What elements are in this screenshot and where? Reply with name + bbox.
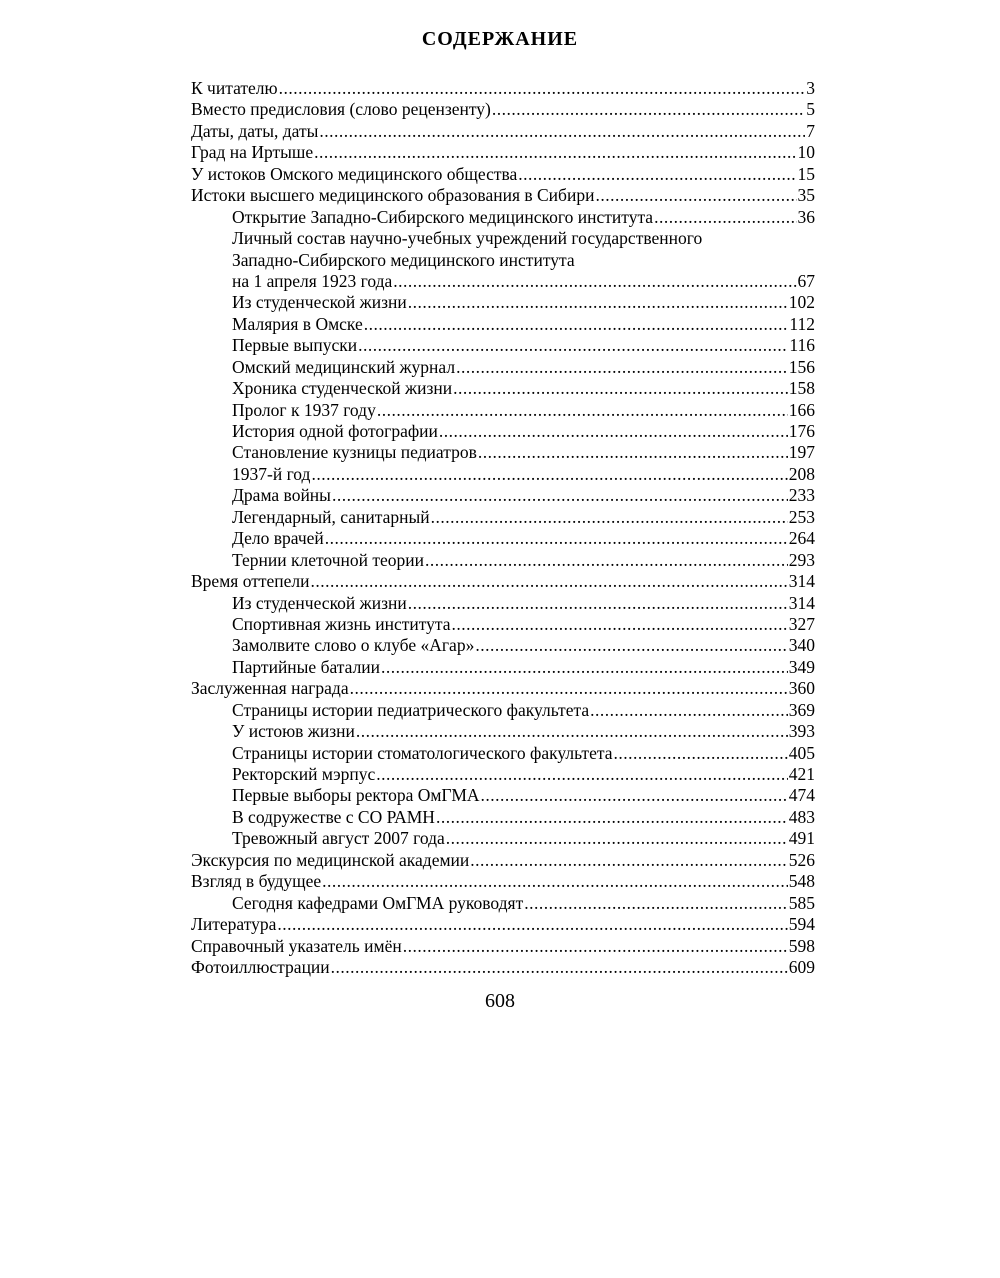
toc-entry-title: Из студенческой жизни [232, 292, 407, 313]
toc-entry-page: 7 [806, 120, 815, 141]
dot-leader [439, 421, 788, 442]
dot-leader [456, 357, 788, 378]
toc-entry-page: 360 [788, 678, 815, 699]
dot-leader [314, 142, 796, 163]
toc-entry-title: Истоки высшего медицинского образования в Сибири [191, 185, 595, 206]
toc-entry-page: 197 [788, 442, 815, 463]
toc-entry [191, 871, 815, 892]
toc-entry [191, 936, 815, 957]
toc-entry [191, 400, 815, 421]
toc-entry-title: Время оттепели [191, 571, 310, 592]
toc-entry [191, 614, 815, 635]
toc-entry [191, 635, 815, 656]
toc-entry [191, 464, 815, 485]
dot-leader [393, 271, 796, 292]
dot-leader [408, 593, 788, 614]
toc-entry [191, 893, 815, 914]
toc-entry-page: 340 [788, 635, 815, 656]
toc-entry [191, 228, 815, 249]
dot-leader [279, 78, 806, 99]
toc-entry-page: 421 [788, 764, 815, 784]
toc-entry-page: 102 [788, 292, 815, 313]
toc-entry [191, 185, 815, 206]
toc-entry-title: Открытие Западно-Сибирского медицинского института [232, 206, 654, 227]
toc-entry-title: К читателю [191, 78, 278, 98]
toc-entry-page: 369 [788, 699, 815, 720]
toc-entry-title: Малярия в Омске [232, 313, 363, 334]
toc-entry [191, 142, 815, 163]
toc-entry-title: Драма войны [232, 485, 331, 506]
dot-leader [431, 507, 788, 528]
dot-leader [518, 164, 796, 185]
toc-entry [191, 743, 815, 764]
toc-entry-title: Тревожный август 2007 года [232, 828, 445, 849]
toc-entry [191, 378, 815, 399]
dot-leader [492, 99, 805, 120]
toc-entry-title: на 1 апреля 1923 года [232, 270, 393, 291]
toc-entry [191, 721, 815, 742]
toc-entry [191, 271, 815, 292]
toc-entry [191, 700, 815, 721]
toc-entry [191, 914, 815, 935]
toc-entry-title: Заслуженная награда [191, 678, 349, 699]
toc-entry-title: Омский медицинский журнал [232, 356, 456, 377]
toc-entry [191, 485, 815, 506]
toc-entry-title: Тернии клеточной теории [232, 549, 425, 570]
toc-entry-title: Фотоиллюстрации [191, 956, 330, 977]
toc-entry [191, 314, 815, 335]
toc-entry-title: В содружестве с СО РАМН [232, 806, 435, 827]
page-title: СОДЕРЖАНИЕ [421, 28, 579, 50]
toc-entry-page: 548 [788, 871, 815, 892]
toc-entry-title: 1937-й год [232, 463, 311, 484]
toc-entry [191, 785, 815, 806]
toc-entry-page: 314 [788, 592, 815, 613]
toc-entry [191, 657, 815, 678]
dot-leader [613, 743, 787, 764]
toc-entry-page: 327 [788, 613, 815, 634]
toc-entry-page: 176 [788, 421, 815, 441]
toc-entry-page: 67 [797, 270, 815, 291]
toc-entry-page: 166 [788, 399, 815, 420]
toc-entry-page: 35 [797, 185, 815, 206]
toc-entry-page: 314 [788, 571, 815, 592]
dot-leader [654, 207, 796, 228]
dot-leader [376, 764, 787, 785]
dot-leader [481, 785, 788, 806]
toc-entry-title: Хроника студенческой жизни [232, 378, 453, 399]
dot-leader [381, 657, 788, 678]
toc-entry-title: Страницы истории стоматологического факультета [232, 742, 613, 763]
dot-leader [446, 828, 788, 849]
toc-entry-title: Сегодня кафедрами ОмГМА руководят [232, 892, 524, 913]
toc-entry-title: Дело врачей [232, 528, 324, 549]
toc-entry [191, 99, 815, 120]
toc-entry-page: 112 [789, 313, 815, 334]
dot-leader [311, 464, 787, 485]
dot-leader [452, 614, 788, 635]
dot-leader [331, 957, 788, 978]
toc-entry-page: 10 [797, 142, 815, 163]
dot-leader [595, 185, 796, 206]
toc-entry [191, 528, 815, 549]
page-number: 608 [485, 990, 515, 1012]
toc-entry [191, 807, 815, 828]
toc-entry [191, 442, 815, 463]
toc-entry-title: Ректорский мэрпус [232, 764, 376, 784]
dot-leader [358, 335, 788, 356]
toc-entry [191, 593, 815, 614]
toc-entry [191, 164, 815, 185]
toc-entry-title: История одной фотографии [232, 421, 438, 441]
dot-leader [590, 700, 788, 721]
toc-entry-title: Справочный указатель имён [191, 935, 402, 956]
toc-entry-page: 594 [788, 914, 815, 935]
dot-leader [436, 807, 788, 828]
dot-leader [322, 871, 788, 892]
toc-entry-title: Спортивная жизнь института [232, 613, 451, 634]
toc-entry-title: Партийные баталии [232, 656, 381, 677]
dot-leader [453, 378, 788, 399]
toc-entry-page: 474 [788, 785, 815, 806]
toc-entry [191, 957, 815, 978]
toc-entry-title: Град на Иртыше [191, 142, 314, 163]
dot-leader [377, 400, 788, 421]
toc-entry [191, 121, 815, 142]
toc-entry [191, 571, 815, 592]
toc-entry-page: 293 [788, 549, 815, 570]
toc-entry-title: Замолвите слово о клубе «Агар» [232, 635, 475, 656]
dot-leader [425, 550, 788, 571]
toc-entry [191, 850, 815, 871]
toc-entry [191, 550, 815, 571]
toc-entry-page: 526 [788, 849, 815, 870]
toc-entry-page: 15 [797, 163, 815, 184]
toc-entry-page: 585 [788, 892, 815, 913]
toc-entry-title: Взгляд в будущее [191, 871, 322, 892]
toc-entry [191, 357, 815, 378]
toc-entry [191, 250, 815, 271]
toc-entry-title: Личный состав научно-учебных учреждений государственного [232, 228, 703, 249]
toc-entry-page: 208 [788, 463, 815, 484]
toc-entry [191, 292, 815, 313]
toc-entry-page: 349 [788, 656, 815, 677]
toc-entry-page: 36 [797, 206, 815, 227]
toc-entry-page: 405 [788, 742, 815, 763]
dot-leader [356, 721, 788, 742]
toc-entry-page: 158 [788, 378, 815, 399]
toc-entry-page: 156 [788, 356, 815, 377]
toc-entry-title: Легендарный, санитарный [232, 506, 430, 527]
toc-entry-title: Первые выпуски [232, 335, 358, 356]
dot-leader [325, 528, 788, 549]
toc-entry-page: 253 [788, 506, 815, 527]
toc-entry-title: Литература [191, 914, 277, 935]
dot-leader [478, 442, 788, 463]
toc-entry-page: 609 [788, 956, 815, 977]
toc-entry-page: 598 [788, 935, 815, 956]
dot-leader [524, 893, 788, 914]
dot-leader [475, 635, 787, 656]
toc-entry-title: Пролог к 1937 году [232, 399, 376, 420]
dot-leader [350, 678, 788, 699]
toc-entry-page: 3 [806, 78, 815, 98]
dot-leader [408, 292, 788, 313]
dot-leader [311, 571, 788, 592]
table-of-contents [191, 78, 815, 978]
toc-entry-page: 483 [788, 806, 815, 827]
toc-entry-title: Экскурсия по медицинской академии [191, 849, 470, 870]
toc-entry-title: Страницы истории педиатрического факультета [232, 699, 590, 720]
dot-leader [470, 850, 787, 871]
toc-entry-page: 116 [789, 335, 815, 356]
toc-entry-title: Даты, даты, даты [191, 120, 319, 141]
toc-entry-page: 5 [806, 99, 815, 120]
toc-entry [191, 764, 815, 785]
toc-entry [191, 78, 815, 99]
toc-entry [191, 421, 815, 442]
dot-leader [364, 314, 789, 335]
dot-leader [332, 485, 788, 506]
toc-entry [191, 507, 815, 528]
toc-entry [191, 828, 815, 849]
toc-entry-title: У истоюв жизни [232, 721, 355, 742]
toc-entry-page: 264 [788, 528, 815, 549]
toc-entry [191, 678, 815, 699]
toc-entry [191, 335, 815, 356]
toc-entry-page: 491 [788, 828, 815, 849]
dot-leader [277, 914, 787, 935]
toc-entry-title: Первые выборы ректора ОмГМА [232, 785, 480, 806]
dot-leader [403, 936, 788, 957]
toc-entry [191, 207, 815, 228]
toc-entry-title: Западно-Сибирского медицинского института [232, 249, 575, 270]
toc-entry-page: 393 [788, 721, 815, 742]
toc-entry-title: У истоков Омского медицинского общества [191, 163, 518, 184]
dot-leader [319, 121, 805, 142]
toc-entry-title: Становление кузницы педиатров [232, 442, 477, 463]
toc-entry-title: Из студенческой жизни [232, 592, 407, 613]
toc-entry-title: Вместо предисловия (слово рецензенту) [191, 99, 491, 120]
toc-entry-page: 233 [788, 485, 815, 506]
